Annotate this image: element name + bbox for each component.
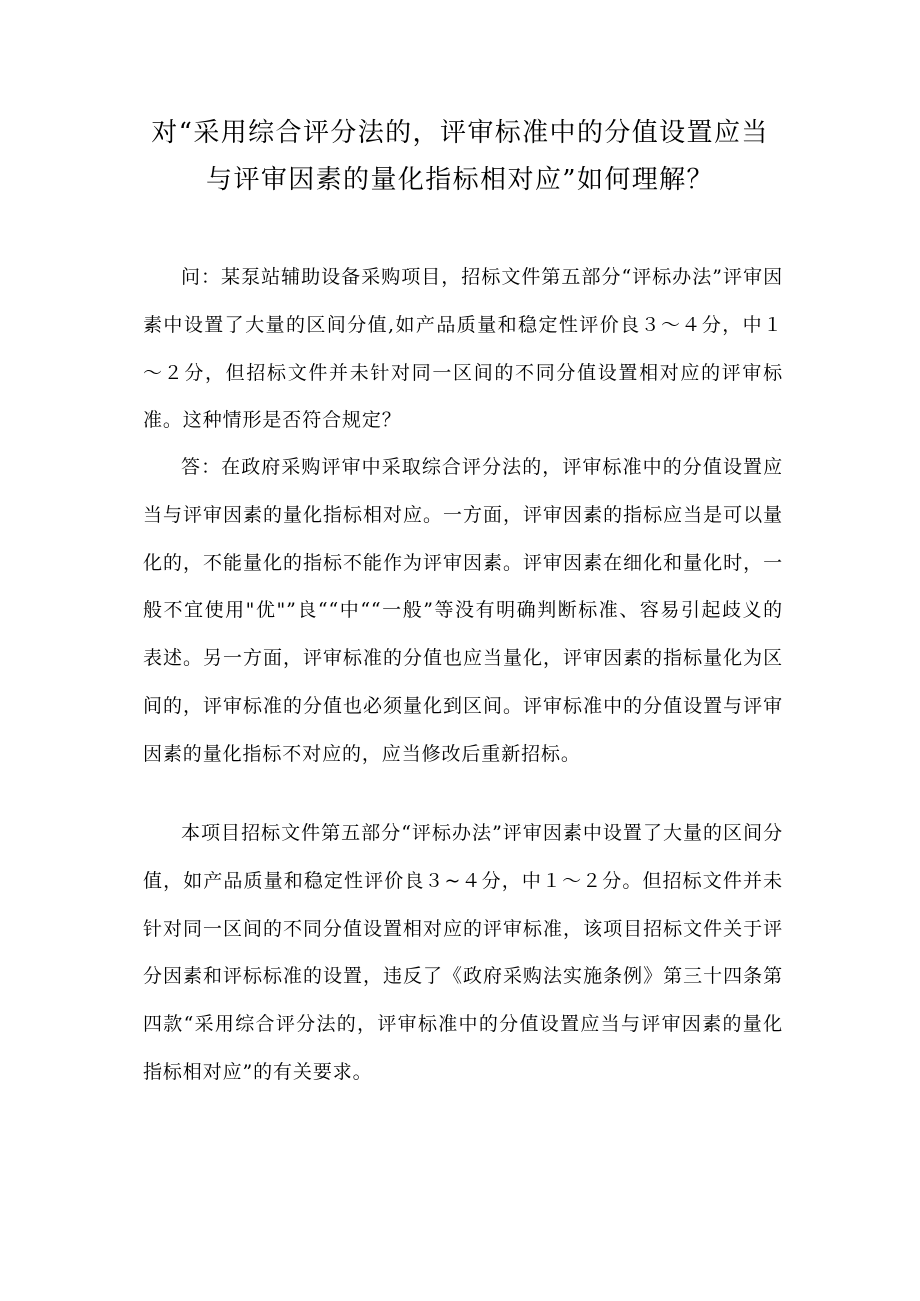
answer-paragraph: 答：在政府采购评审中采取综合评分法的，评审标准中的分值设置应当与评审因素的量化指标相对应。一方面，评审因素的指标应当是可以量化的，不能量化的指标不能作为评审因素。评审因素在细化和量化时，一般不宜使用"优"”良““中““一般”等没有明确判断标准、容易引起歧义的表述。另一方面，评审标准的分值也应当量化，评审因素的指标量化为区间的，评审标准的分值也必须量化到区间。评审标准中的分值设置与评审因素的量化指标不对应的，应当修改后重新招标。 bbox=[143, 456, 783, 765]
question-paragraph: 问：某泵站辅助设备采购项目，招标文件第五部分“评标办法”评审因素中设置了大量的区间分值,如产品质量和稳定性评价良３～４分，中１～２分，但招标文件并未针对同一区间的不同分值设置相对应的评审标准。这种情形是否符合规定？ bbox=[143, 266, 783, 432]
question-block bbox=[143, 254, 783, 445]
conclusion-paragraph: 本项目招标文件第五部分“评标办法”评审因素中设置了大量的区间分值，如产品质量和稳定性评价良３~４分，中１～２分。但招标文件并未针对同一区间的不同分值设置相对应的评审标准，该项目招标文件关于评分因素和评标标准的设置，违反了《政府采购法实施条例》第三十四条第四款“采用综合评分法的，评审标准中的分值设置应当与评审因素的量化指标相对应”的有关要求。 bbox=[143, 822, 783, 1083]
document-title bbox=[100, 110, 820, 204]
title-line-1: 对“采用综合评分法的，评审标准中的分值设置应当 bbox=[151, 118, 769, 148]
title-line-2: 与评审因素的量化指标相对应”如何理解？ bbox=[206, 165, 714, 195]
answer-block bbox=[143, 444, 783, 779]
conclusion-block bbox=[143, 810, 783, 1097]
